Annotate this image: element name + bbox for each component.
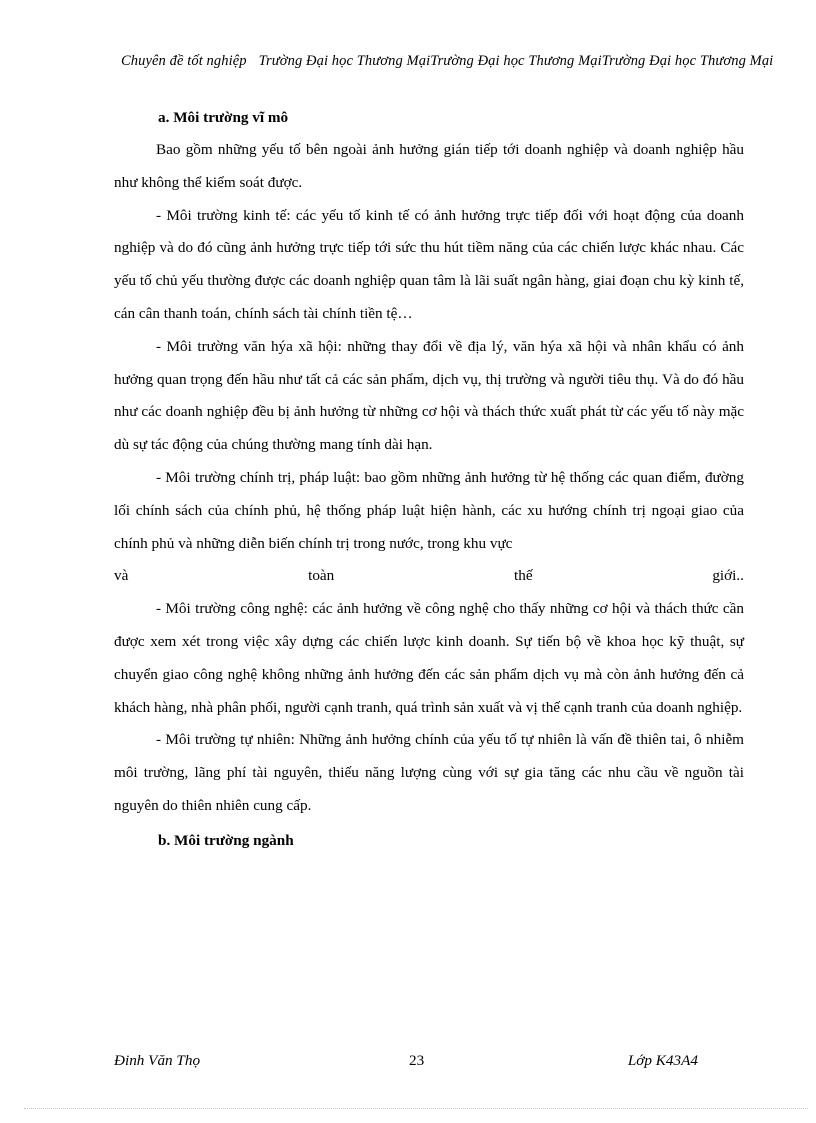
spread-word: và <box>114 567 129 585</box>
footer-class: Lớp K43A4 <box>627 1052 698 1069</box>
spread-word: thế <box>514 567 533 585</box>
section-b-heading: b. Môi trường ngành <box>158 831 294 849</box>
section-a-heading: a. Môi trường vĩ mô <box>158 109 289 126</box>
paragraph-technology: - Môi trường công nghệ: các ảnh hưởng về công nghệ cho thấy những cơ hội và thách thức cần được xem xét trong việc xây dựng các chiến lược kinh doanh. Sự tiến bộ về khoa học kỹ thuật, sự chuyển giao công nghệ không những ảnh hưởng đến các sản phẩm dịch vụ mà còn ảnh hưởng đến cả khách hàng, nhà phân phối, người cạnh tranh, quá trình sản xuất và vị thế cạnh tranh của doanh nghiệp. <box>114 600 744 716</box>
footer-author: Đinh Văn Thọ <box>114 1052 201 1069</box>
spread-word: toàn <box>308 567 335 585</box>
page-number: 23 <box>409 1052 425 1069</box>
page-body <box>114 102 744 857</box>
page-footer <box>114 1052 698 1074</box>
paragraph-natural: - Môi trường tự nhiên: Những ảnh hưởng chính của yếu tố tự nhiên là vấn đề thiên tai, ô nhiễm môi trường, lãng phí tài nguyên, thiếu năng lượng cùng với sự gia tăng các nhu cầu về nguồn tài nguyên do thiên nhiên cung cấp. <box>114 731 744 814</box>
paragraph-cultural: - Môi trường văn hýa xã hội: những thay đổi về địa lý, văn hýa xã hội và nhân khẩu có ảnh hưởng quan trọng đến hầu như tất cả các sản phẩm, dịch vụ, thị trường và người tiêu thụ. Và do đó hầu như các doanh nghiệp đều bị ảnh hưởng từ những cơ hội và thách thức xuất phát từ các yếu tố này mặc dù sự tác động của chúng thường mang tính dài hạn. <box>114 337 744 454</box>
header-doc-type: Chuyên đề tốt nghiệp <box>121 53 247 69</box>
header-school: Trường Đại học Thương MạiTrường Đại học Thương MạiTrường Đại học Thương Mại <box>258 53 774 69</box>
page-bottom-divider <box>24 1108 808 1109</box>
spread-word: giới.. <box>712 567 744 585</box>
paragraph-political-last-line <box>114 560 744 593</box>
running-header <box>121 53 773 70</box>
paragraph-economic: - Môi trường kinh tế: các yếu tố kinh tế có ảnh hưởng trực tiếp đối với hoạt động của doanh nghiệp và do đó cũng ảnh hưởng trực tiếp tới sức thu hút tiềm năng của các chiến lược khác nhau. Các yếu tố chủ yếu thường được các doanh nghiệp quan tâm là lãi suất ngân hàng, giai đoạn chu kỳ kinh tế, cán cân thanh toán, chính sách tài chính tiền tệ… <box>114 206 744 322</box>
paragraph-political: - Môi trường chính trị, pháp luật: bao gồm những ảnh hưởng từ hệ thống các quan điểm, đường lối chính sách của chính phủ, hệ thống pháp luật hiện hành, các xu hướng chính trị ngoại giao của chính phủ và những diễn biến chính trị trong nước, trong khu vực <box>114 468 744 552</box>
paragraph-intro: Bao gồm những yếu tố bên ngoài ảnh hưởng gián tiếp tới doanh nghiệp và doanh nghiệp hầu như không thể kiểm soát được. <box>114 141 744 191</box>
